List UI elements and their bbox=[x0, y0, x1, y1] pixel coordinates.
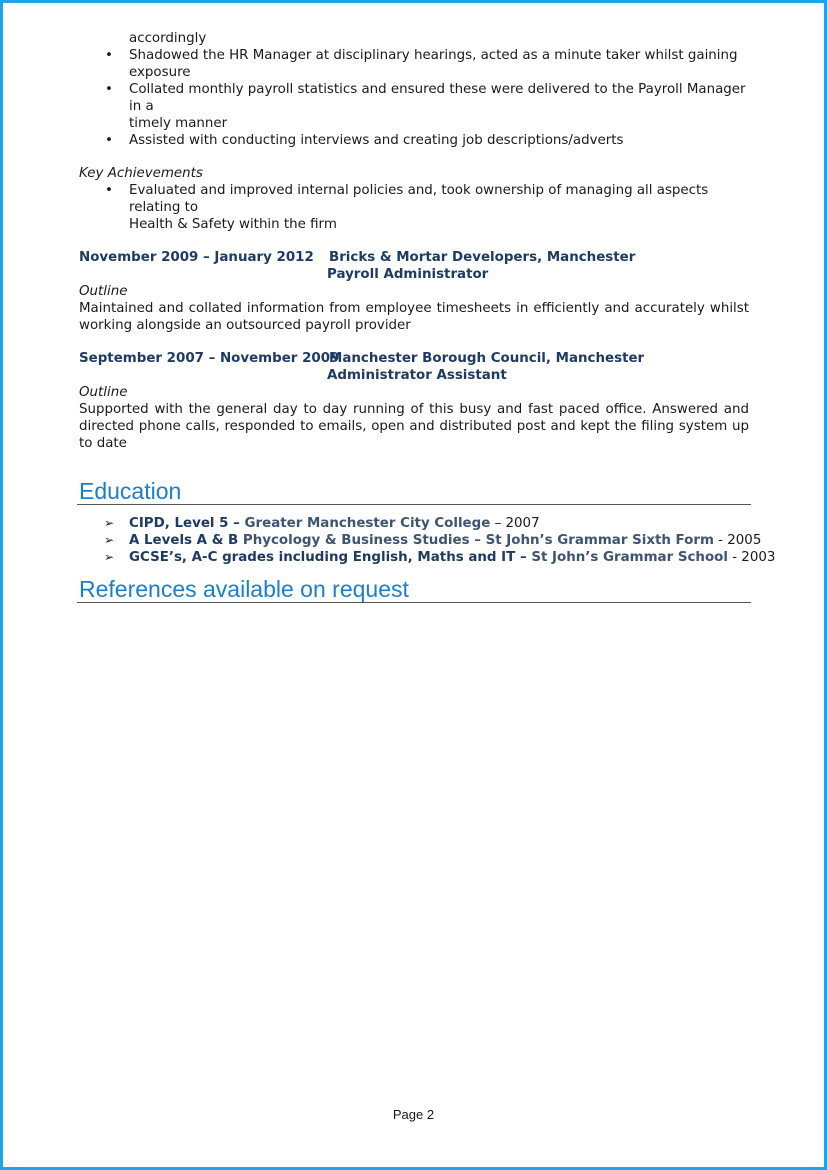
job-header bbox=[79, 249, 749, 283]
outline-label: Outline bbox=[79, 385, 128, 400]
job-outline: Supported with the general day to day running of this busy and fast paced office. Answered and directed phone calls, responded to emails, open and distributed post and kept the filing system up to date bbox=[79, 402, 749, 451]
job-header bbox=[79, 350, 749, 384]
education-list bbox=[79, 515, 776, 566]
job-dates: November 2009 – January 2012 bbox=[79, 250, 314, 265]
page-number: Page 2 bbox=[392, 1107, 435, 1122]
list-item: • Assisted with conducting interviews and creating job descriptions/adverts bbox=[105, 133, 624, 148]
references-heading: References available on request bbox=[77, 576, 751, 603]
arrow-bullet-icon: ➢ bbox=[104, 550, 115, 564]
list-item: ➢ A Levels A & B Phycology & Business Studies – St John’s Grammar Sixth Form - 2005 bbox=[104, 533, 762, 548]
education-heading: Education bbox=[77, 478, 751, 505]
list-item: ➢ GCSE’s, A-C grades including English, Maths and IT – St John’s Grammar School - 2003 bbox=[104, 550, 776, 565]
list-item: ➢ CIPD, Level 5 – Greater Manchester City College – 2007 bbox=[104, 516, 540, 531]
arrow-bullet-icon: ➢ bbox=[104, 516, 115, 530]
list-item: • Evaluated and improved internal policies and, took ownership of managing all aspects relating to bbox=[105, 183, 709, 215]
job-dates: September 2007 – November 2009 bbox=[79, 351, 340, 366]
job-title: Payroll Administrator bbox=[327, 267, 489, 282]
job-title: Administrator Assistant bbox=[327, 368, 507, 383]
achievements-list bbox=[79, 182, 749, 216]
job-outline: Maintained and collated information from employee timesheets in efficiently and accurately whilst working alongside an outsourced payroll provider bbox=[79, 301, 749, 333]
bullet-continuation: accordingly bbox=[129, 31, 207, 46]
experience-bullet-list bbox=[79, 30, 749, 149]
list-item: • Collated monthly payroll statistics and ensured these were delivered to the Payroll Manager in a bbox=[105, 82, 746, 114]
outline-label: Outline bbox=[79, 284, 128, 299]
arrow-bullet-icon: ➢ bbox=[104, 533, 115, 547]
bullet-continuation: Health & Safety within the firm bbox=[129, 217, 337, 232]
bullet-dot-icon: • bbox=[105, 82, 113, 97]
key-achievements-label: Key Achievements bbox=[79, 166, 203, 181]
cv-page-content bbox=[79, 30, 776, 603]
job-company: Bricks & Mortar Developers, Manchester bbox=[329, 250, 636, 265]
job-company: Manchester Borough Council, Manchester bbox=[329, 351, 645, 366]
bullet-dot-icon: • bbox=[105, 48, 113, 63]
bullet-dot-icon: • bbox=[105, 183, 113, 198]
bullet-continuation: timely manner bbox=[129, 116, 228, 131]
bullet-dot-icon: • bbox=[105, 133, 113, 148]
list-item: • Shadowed the HR Manager at disciplinary hearings, acted as a minute taker whilst gaining exposure bbox=[105, 48, 738, 80]
